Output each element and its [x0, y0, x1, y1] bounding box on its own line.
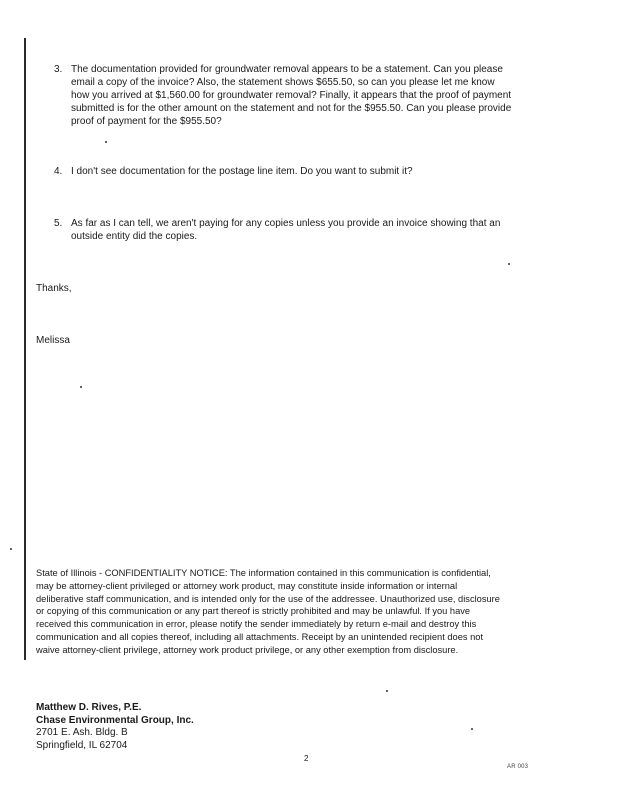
list-item-number: 4.	[54, 166, 63, 177]
notice-line: waive attorney-client privilege, attorney work product privilege, or any other exemption from disclosure.	[36, 644, 459, 655]
notice-line: or copying of this communication or any part thereof is strictly prohibited and may be unlawful. If you have	[36, 606, 471, 617]
closing-text: Thanks,	[36, 283, 72, 294]
notice-line: received this communication in error, please notify the sender immediately by return e-mail and destroy this	[36, 619, 477, 630]
left-margin-rule	[24, 38, 26, 660]
signature-address-line1: 2701 E. Ash. Bldg. B	[36, 727, 128, 738]
list-item-text	[71, 165, 413, 178]
notice-line: deliberative staff communication, and is intended only for the use of the addressee. Unauthorized use, disclosure	[36, 593, 500, 604]
text-line: The documentation provided for groundwater removal appears to be a statement. Can you please	[71, 64, 503, 75]
scan-speck	[386, 690, 388, 692]
bates-stamp: AR 003	[507, 764, 529, 770]
text-line: submitted is for the other amount on the statement and not for the $955.50. Can you please provide	[71, 103, 512, 114]
email-signature	[36, 702, 194, 752]
scan-speck	[508, 263, 510, 265]
scan-speck	[471, 728, 473, 730]
notice-line: communication and all copies thereof, including all attachments. Receipt by an unintended recipient does not	[36, 631, 484, 642]
confidentiality-notice	[36, 567, 500, 657]
signature-company: Chase Environmental Group, Inc.	[36, 714, 194, 726]
text-line: how you arrived at $1,560.00 for groundwater removal? Finally, it appears that the proof of payment	[71, 90, 512, 101]
scan-speck	[10, 548, 12, 550]
list-item-text	[71, 217, 500, 243]
notice-line: may be attorney-client privileged or attorney work product, may constitute inside information or internal	[36, 580, 458, 591]
text-line: I don't see documentation for the postage line item. Do you want to submit it?	[71, 166, 413, 177]
text-line: proof of payment for the $955.50?	[71, 116, 222, 127]
list-item-number: 3.	[54, 64, 63, 75]
scan-speck	[105, 141, 107, 143]
text-line: As far as I can tell, we aren't paying for any copies unless you provide an invoice showing that an	[71, 218, 501, 229]
notice-line: State of Illinois - CONFIDENTIALITY NOTICE: The information contained in this communication is confidential,	[36, 568, 491, 578]
text-line: outside entity did the copies.	[71, 231, 198, 242]
signoff-name: Melissa	[36, 335, 70, 346]
list-item-text	[71, 63, 511, 128]
list-item-number: 5.	[54, 218, 63, 229]
signature-address-line2: Springfield, IL 62704	[36, 739, 128, 751]
text-line: email a copy of the invoice? Also, the statement shows $655.50, so can you please let me know	[71, 77, 495, 88]
scan-speck	[80, 386, 82, 388]
signature-name: Matthew D. Rives, P.E.	[36, 702, 142, 713]
page-number: 2	[304, 754, 309, 763]
